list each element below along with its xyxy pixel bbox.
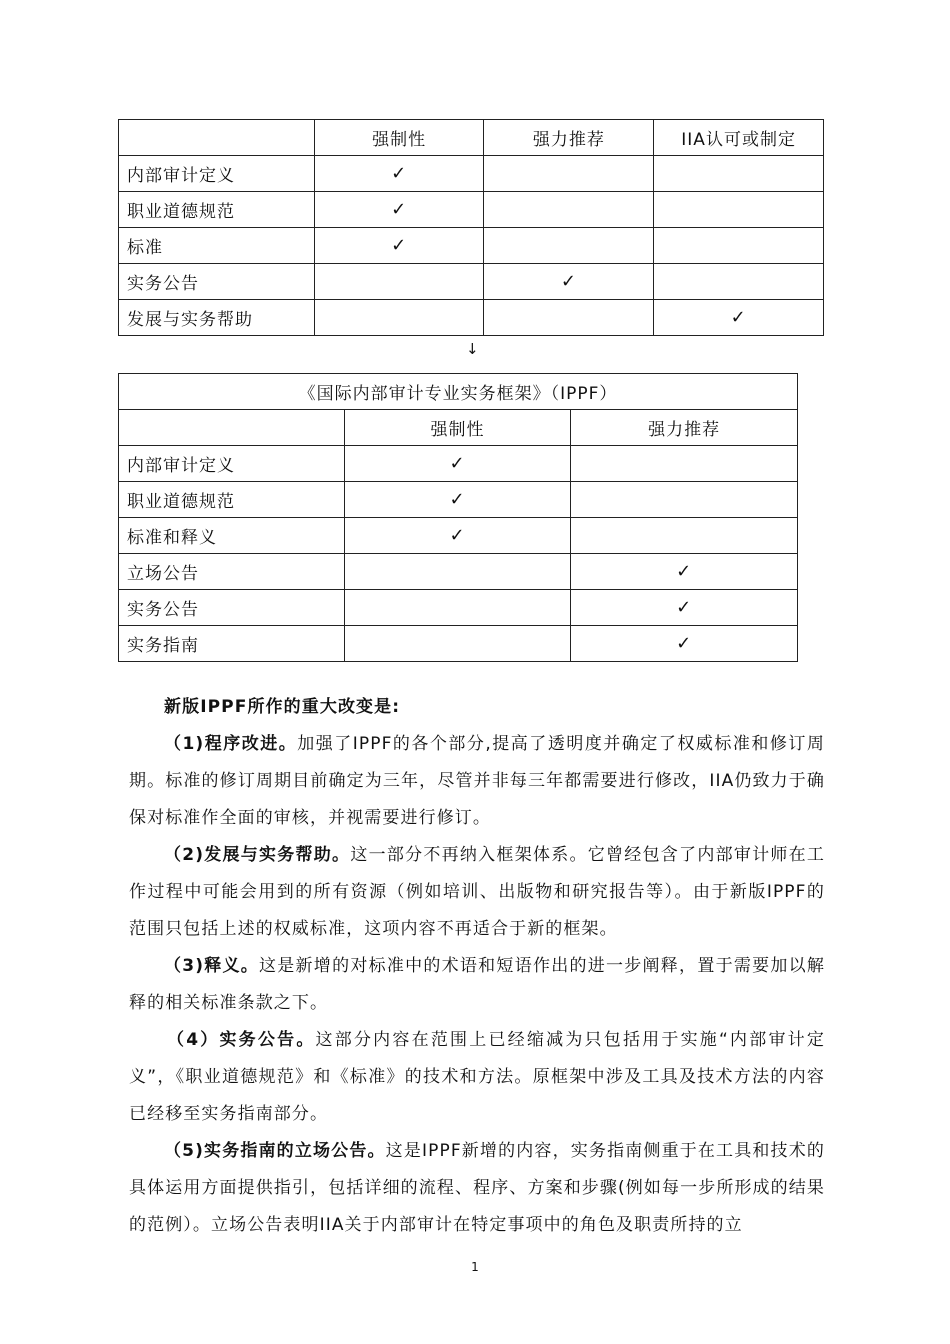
check-cell: ✓ <box>344 518 571 554</box>
table-row <box>119 626 798 662</box>
table-row <box>119 590 798 626</box>
check-cell <box>484 228 654 264</box>
check-cell <box>484 300 654 336</box>
check-cell: ✓ <box>654 300 824 336</box>
check-cell <box>654 228 824 264</box>
table-row <box>119 482 798 518</box>
check-cell <box>571 446 798 482</box>
standards-comparison-table-old <box>118 119 824 336</box>
table-row <box>119 228 824 264</box>
page-number: 1 <box>471 1260 479 1274</box>
row-label: 实务指南 <box>119 626 345 662</box>
table-title-row <box>119 374 798 410</box>
table-row <box>119 446 798 482</box>
ippf-framework-table <box>118 373 798 662</box>
table-row <box>119 264 824 300</box>
check-cell <box>654 156 824 192</box>
check-cell <box>484 156 654 192</box>
paragraph: （2)发展与实务帮助。这一部分不再纳入框架体系。它曾经包含了内部审计师在工作过程中可能会用到的所有资源（例如培训、出版物和研究报告等）。由于新版IPPF的范围只包括上述的权威标准，这项内容不再适合于新的框架。 <box>129 845 825 939</box>
check-cell: ✓ <box>484 264 654 300</box>
table-row <box>119 518 798 554</box>
table-header-row <box>119 120 824 156</box>
header-cell: 强力推荐 <box>571 410 798 446</box>
paragraph: （1)程序改进。加强了IPPF的各个部分,提高了透明度并确定了权威标准和修订周期。标准的修订周期目前确定为三年，尽管并非每三年都需要进行修改，IIA仍致力于确保对标准作全面的审核，并视需要进行修订。 <box>129 734 825 828</box>
check-cell: ✓ <box>344 446 571 482</box>
table-row <box>119 192 824 228</box>
row-label: 标准和释义 <box>119 518 345 554</box>
paragraph: （5)实务指南的立场公告。这是IPPF新增的内容，实务指南侧重于在工具和技术的具体运用方面提供指引，包括详细的流程、程序、方案和步骤(例如每一步所形成的结果的范例）。立场公告表明IIA关于内部审计在特定事项中的角色及职责所持的立 <box>129 1141 825 1235</box>
check-cell <box>571 518 798 554</box>
header-cell <box>119 120 315 156</box>
check-cell: ✓ <box>571 590 798 626</box>
row-label: 内部审计定义 <box>119 446 345 482</box>
check-cell: ✓ <box>314 156 484 192</box>
table-row <box>119 300 824 336</box>
check-cell <box>344 590 571 626</box>
check-cell <box>654 192 824 228</box>
row-label: 发展与实务帮助 <box>119 300 315 336</box>
body-text <box>129 689 825 1244</box>
check-cell <box>344 626 571 662</box>
table-row <box>119 554 798 590</box>
row-label: 内部审计定义 <box>119 156 315 192</box>
check-cell <box>654 264 824 300</box>
header-cell: 强制性 <box>344 410 571 446</box>
paragraph: （4）实务公告。这部分内容在范围上已经缩减为只包括用于实施“内部审计定义”，《职业道德规范》和《标准》的技术和方法。原框架中涉及工具及技术方法的内容已经移至实务指南部分。 <box>129 1030 825 1124</box>
row-label: 职业道德规范 <box>119 192 315 228</box>
section-heading: 新版IPPF所作的重大改变是: <box>164 697 401 717</box>
table-row <box>119 156 824 192</box>
header-cell <box>119 410 345 446</box>
row-label: 实务公告 <box>119 264 315 300</box>
check-cell: ✓ <box>314 192 484 228</box>
header-cell: 强力推荐 <box>484 120 654 156</box>
paragraph: （3)释义。这是新增的对标准中的术语和短语作出的进一步阐释，置于需要加以解释的相关标准条款之下。 <box>129 956 825 1013</box>
check-cell <box>314 300 484 336</box>
check-cell: ✓ <box>344 482 571 518</box>
check-cell <box>571 482 798 518</box>
check-cell <box>314 264 484 300</box>
header-cell: 强制性 <box>314 120 484 156</box>
header-cell: IIA认可或制定 <box>654 120 824 156</box>
row-label: 实务公告 <box>119 590 345 626</box>
table-header-row <box>119 410 798 446</box>
check-cell: ✓ <box>571 626 798 662</box>
row-label: 标准 <box>119 228 315 264</box>
row-label: 立场公告 <box>119 554 345 590</box>
check-cell: ✓ <box>314 228 484 264</box>
check-cell <box>344 554 571 590</box>
table-title: 《国际内部审计专业实务框架》（IPPF） <box>119 374 798 410</box>
row-label: 职业道德规范 <box>119 482 345 518</box>
check-cell: ✓ <box>571 554 798 590</box>
down-arrow-icon: ↓ <box>466 340 479 358</box>
check-cell <box>484 192 654 228</box>
